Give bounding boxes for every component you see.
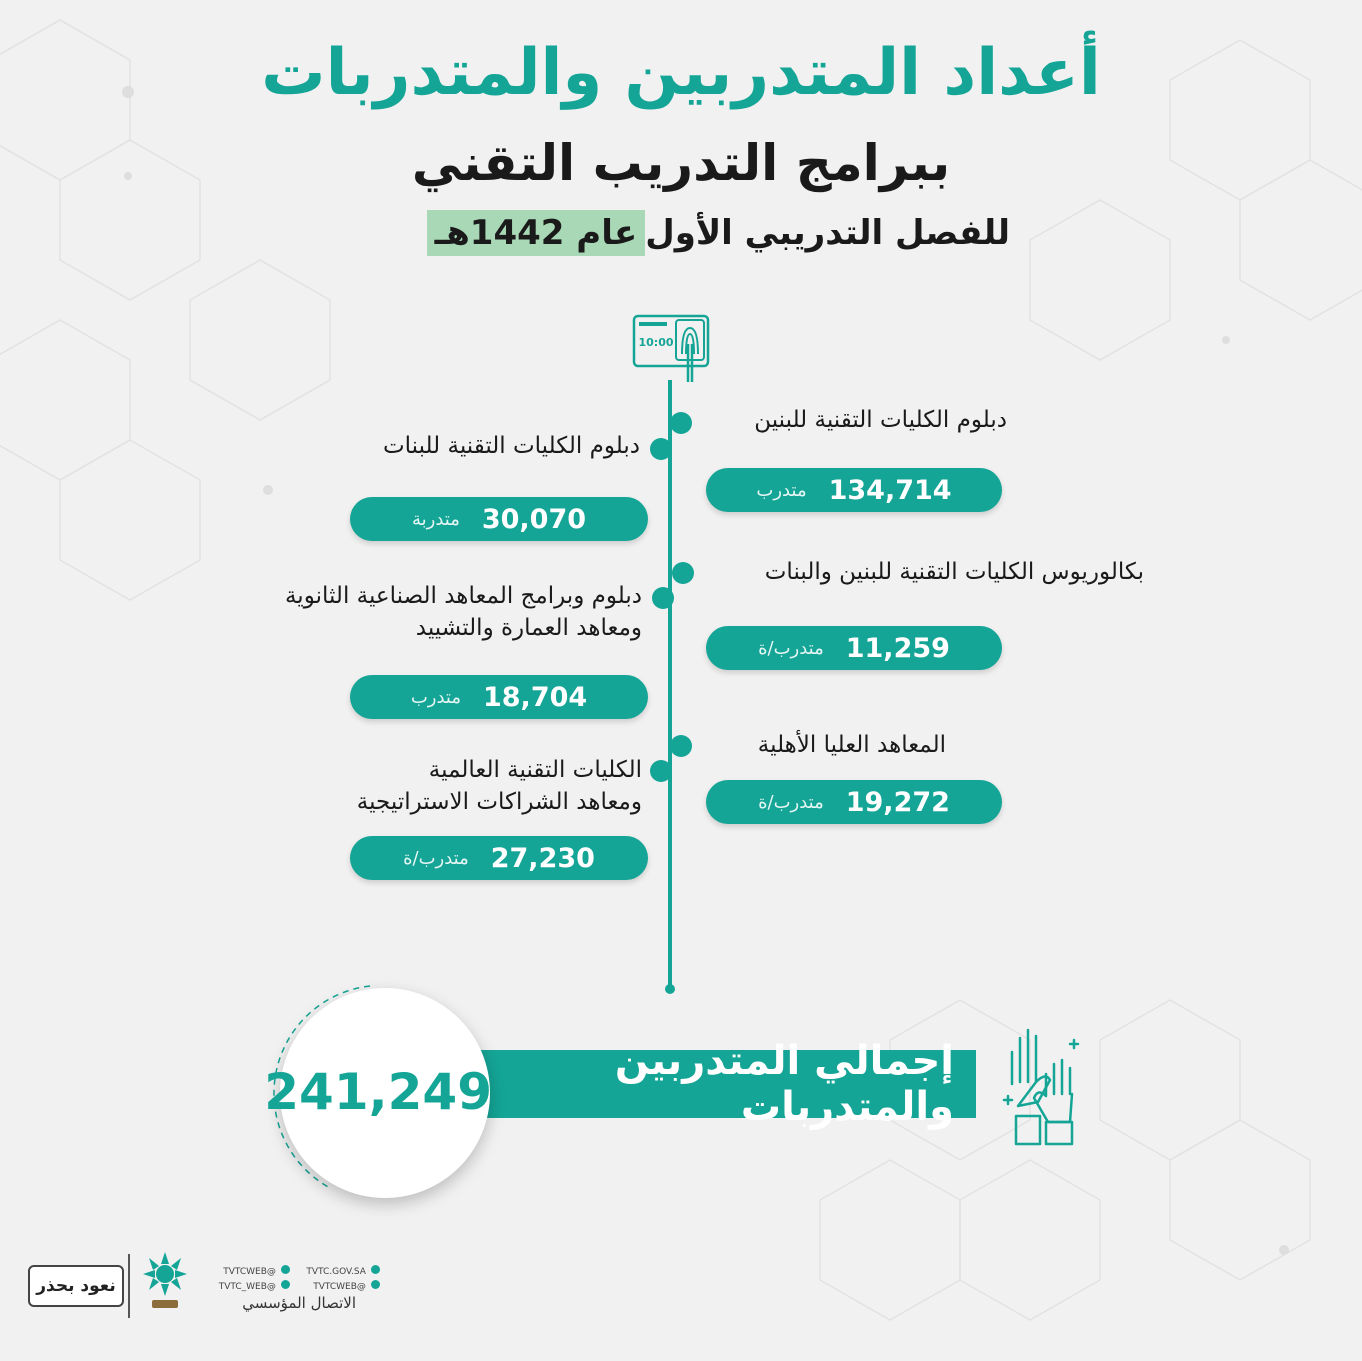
item-unit: متدرب/ة — [758, 637, 824, 659]
item-value-pill — [706, 626, 1002, 670]
instagram-handle[interactable]: @TVTC_WEB — [210, 1274, 290, 1293]
instagram-icon — [281, 1280, 290, 1289]
item-label-line2: ومعاهد العمارة والتشييد — [415, 615, 642, 641]
total-value: 241,249 — [264, 1063, 492, 1121]
timeline-dot — [650, 438, 672, 460]
item-value: 18,704 — [482, 681, 588, 713]
page-subtitle: ببرامج التدريب التقني — [411, 134, 951, 192]
globe-icon — [371, 1265, 380, 1274]
fingerprint-clock-icon — [632, 314, 712, 384]
snapchat-icon — [371, 1280, 380, 1289]
timeline-dot — [652, 587, 674, 609]
timeline-end-dot — [665, 984, 675, 994]
item-value-pill — [706, 780, 1002, 824]
twitter-icon — [281, 1265, 290, 1274]
timeline-dot — [672, 562, 694, 584]
item-label-line1: الكليات التقنية العالمية — [428, 757, 642, 783]
item-value: 27,230 — [490, 842, 595, 874]
period-highlight: عام 1442هـ — [427, 210, 646, 256]
period-prefix: للفصل التدريبي الأول — [645, 213, 1010, 253]
timeline-dot — [670, 412, 692, 434]
slogan-badge — [28, 1265, 124, 1307]
website-link[interactable]: TVTC.GOV.SA — [290, 1259, 380, 1278]
total-label-bar — [430, 1038, 976, 1130]
item-value-pill — [350, 497, 648, 541]
snapchat-handle[interactable]: @TVTCWEB — [290, 1274, 380, 1293]
item-unit: متدرب/ة — [403, 847, 469, 869]
footer-divider — [128, 1254, 130, 1318]
item-label: بكالوريوس الكليات التقنية للبنين والبنات — [764, 559, 1144, 585]
item-value: 19,272 — [845, 786, 950, 818]
total-label: إجمالي المتدربين والمتدربات — [614, 1038, 954, 1130]
item-label-line1: دبلوم وبرامج المعاهد الصناعية الثانوية — [284, 583, 642, 609]
item-label: المعاهد العليا الأهلية — [757, 732, 946, 758]
item-value: 11,259 — [845, 632, 950, 664]
item-label: دبلوم الكليات التقنية للبنين — [754, 407, 1007, 433]
clock-display: 10:00 — [638, 336, 674, 349]
item-unit: متدرب — [410, 686, 461, 708]
item-unit: متدربة — [411, 508, 460, 530]
timeline-dot — [650, 760, 672, 782]
tvtc-logo — [138, 1250, 192, 1312]
item-unit: متدرب/ة — [758, 791, 824, 813]
raised-hands-icon — [1002, 1024, 1084, 1150]
item-value-pill — [706, 468, 1002, 512]
slogan-text: نعود بحذر — [36, 1276, 116, 1296]
item-label-line2: ومعاهد الشراكات الاستراتيجية — [356, 789, 642, 815]
period-line — [330, 208, 1010, 258]
item-unit: متدرب — [756, 479, 807, 501]
item-value: 134,714 — [828, 474, 952, 506]
item-value-pill — [350, 836, 648, 880]
twitter-handle[interactable]: @TVTCWEB — [210, 1259, 290, 1278]
item-value: 30,070 — [481, 503, 587, 535]
item-value-pill — [350, 675, 648, 719]
timeline-line — [668, 380, 672, 990]
department-name: الاتصال المؤسسي — [242, 1294, 356, 1312]
page-title: أعداد المتدربين والمتدربات — [261, 36, 1101, 110]
timeline-dot — [670, 735, 692, 757]
item-label: دبلوم الكليات التقنية للبنات — [383, 433, 640, 459]
